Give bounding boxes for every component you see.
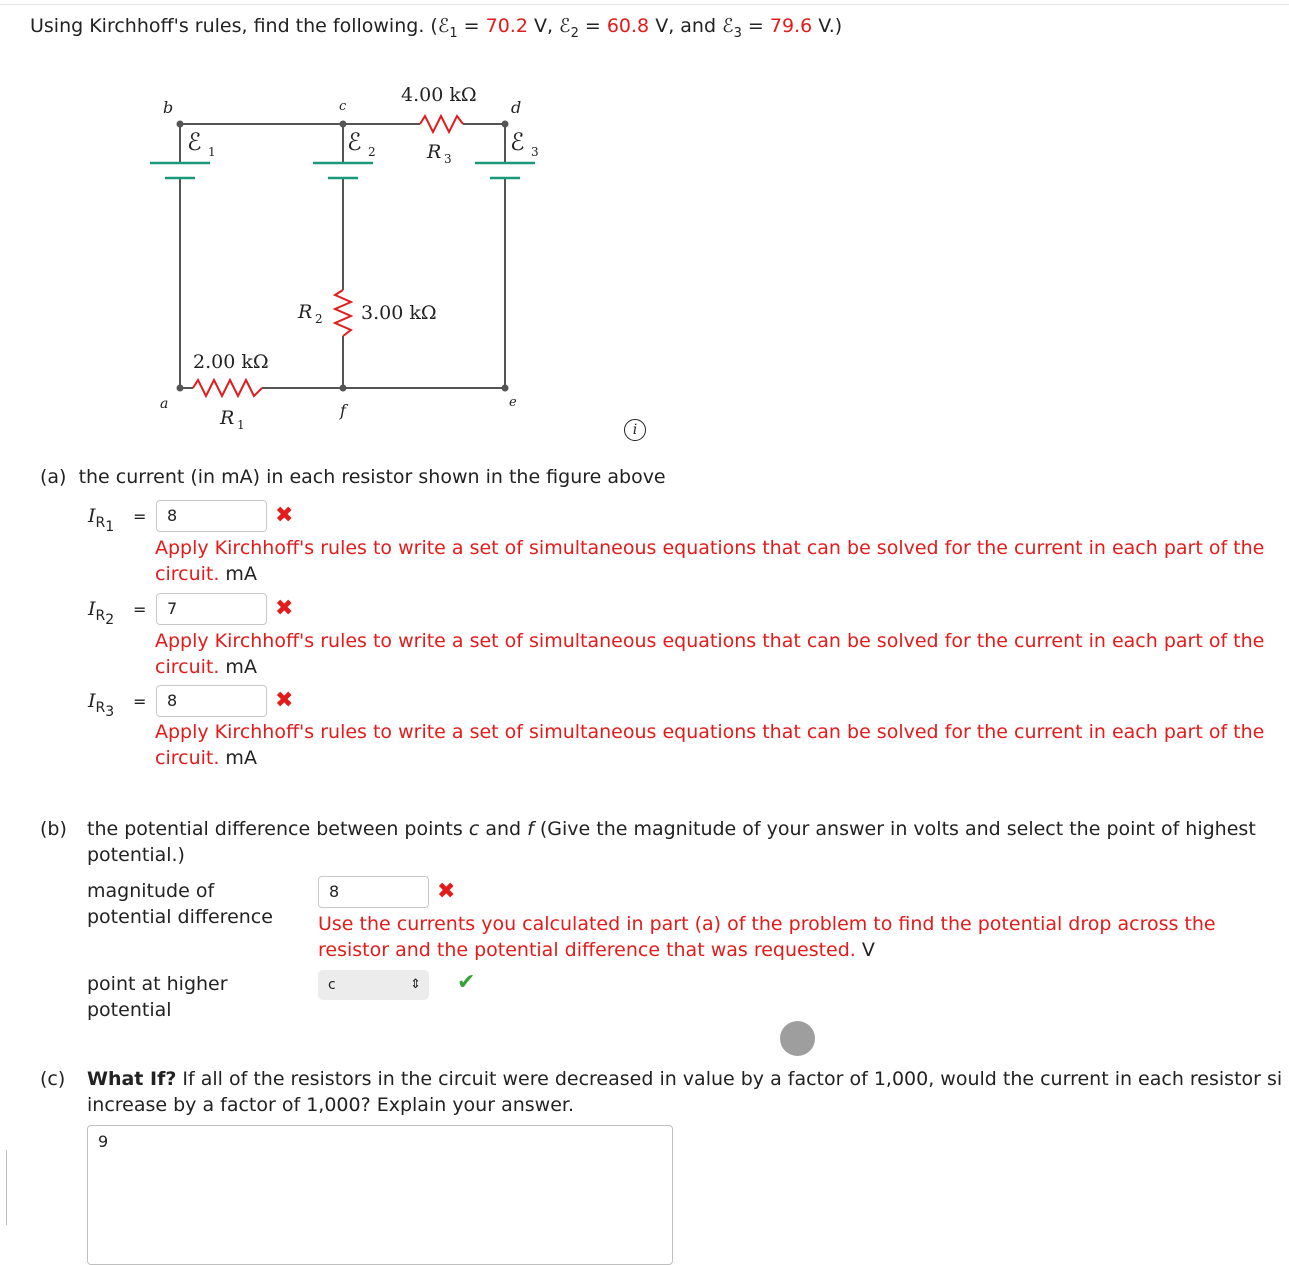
part-c-q1: If all of the resistors in the circuit were decreased in value by a factor of 1,000, would the current in each resistor si <box>176 1068 1283 1090</box>
ir2-input[interactable]: 7 <box>156 593 267 625</box>
ir3-i: I <box>88 690 96 712</box>
ir2-unit: mA <box>219 656 257 678</box>
battery-symbols <box>150 163 535 178</box>
ir3-feedback <box>155 719 1275 771</box>
intro-text: Using Kirchhoff's rules, find the following. ( <box>30 15 438 37</box>
ir2-feedback-text2: circuit. <box>155 656 220 678</box>
emf2-sub: 2 <box>570 25 579 41</box>
part-b-q3: potential.) <box>87 844 185 866</box>
ir1-i: I <box>88 505 96 527</box>
node-e-dot <box>502 385 509 392</box>
potential-feedback-2: resistor and the potential difference that was requested. <box>318 939 856 961</box>
emf3-label-sub: 3 <box>531 145 539 159</box>
wire-left <box>180 178 193 388</box>
check-icon: ✔ <box>457 970 476 995</box>
part-a-letter: (a) <box>40 466 67 488</box>
ir2-feedback-text: Apply Kirchhoff's rules to write a set of simultaneous equations that can be solved for the current in each part of the <box>155 630 1265 652</box>
node-c-label: c <box>339 99 347 114</box>
unit1: V, <box>527 15 560 37</box>
point-label-2: potential <box>87 999 172 1021</box>
ir1-feedback-text: Apply Kirchhoff's rules to write a set of simultaneous equations that can be solved for the current in each part of the <box>155 537 1265 559</box>
wire-bottom-right <box>262 178 505 388</box>
node-a-dot <box>177 385 184 392</box>
ir2-num: 2 <box>105 611 115 628</box>
loading-dot <box>780 1021 815 1056</box>
eq1: = <box>457 15 486 37</box>
ir1-equals: = <box>133 507 147 526</box>
part-b-letter: (b) <box>40 818 67 840</box>
ir3-input[interactable]: 8 <box>156 685 267 717</box>
ir2-feedback <box>155 628 1275 680</box>
emf3-sub: 3 <box>733 25 742 41</box>
potential-difference-input[interactable]: 8 <box>318 876 429 908</box>
ir2-r: R <box>95 607 106 624</box>
higher-potential-select[interactable] <box>318 970 429 1000</box>
part-b-and: and <box>485 818 522 840</box>
r1-label: R <box>220 407 235 429</box>
r3-label-sub: 3 <box>444 152 452 166</box>
ir1-feedback <box>155 535 1275 587</box>
ir1-label <box>88 505 114 535</box>
emf1-symbol: ℰ <box>437 15 450 37</box>
ir3-feedback-text2: circuit. <box>155 747 220 769</box>
part-b-point-c: c <box>468 818 480 840</box>
part-a-question: the current (in mA) in each resistor shown in the figure above <box>78 466 666 488</box>
x-mark-icon: ✖ <box>275 503 294 528</box>
ir3-num: 3 <box>105 703 115 720</box>
part-c-q2: increase by a factor of 1,000? Explain your answer. <box>87 1094 574 1116</box>
r2-zigzag <box>335 290 351 336</box>
left-divider <box>6 1150 7 1225</box>
ir1-feedback-text2: circuit. <box>155 563 220 585</box>
part-c-letter-wrap <box>40 1066 65 1092</box>
node-f-label: f <box>340 401 346 420</box>
x-mark-icon: ✖ <box>437 879 456 904</box>
node-a-label: a <box>160 396 169 412</box>
part-b-heading <box>40 816 67 842</box>
emf2-value: 60.8 <box>606 15 650 37</box>
r2-label-sub: 2 <box>315 312 323 326</box>
x-mark-icon: ✖ <box>275 596 294 621</box>
ir1-input[interactable]: 8 <box>156 500 267 532</box>
emf3-symbol: ℰ <box>722 15 734 37</box>
ir2-i: I <box>88 598 96 620</box>
r1-zigzag <box>193 380 262 396</box>
node-c-dot <box>340 121 347 128</box>
intro-end: V.) <box>812 15 843 37</box>
r1-label-sub: 1 <box>237 418 245 432</box>
explanation-textarea[interactable]: 9 <box>87 1125 673 1265</box>
emf1-value: 70.2 <box>485 15 528 37</box>
ir1-num: 1 <box>105 518 115 535</box>
wire-top-left <box>180 124 420 163</box>
part-c-letter: (c) <box>40 1068 66 1090</box>
emf3-label: ℰ <box>510 128 525 156</box>
part-b-question <box>87 816 1277 868</box>
emf1-label: ℰ <box>187 128 202 156</box>
mag-label-2: potential difference <box>87 906 273 928</box>
ir3-label <box>88 690 114 720</box>
eq3: = <box>741 15 770 37</box>
x-mark-icon: ✖ <box>275 688 294 713</box>
ir3-feedback-text: Apply Kirchhoff's rules to write a set of simultaneous equations that can be solved for the current in each part of the <box>155 721 1265 743</box>
info-icon[interactable]: i <box>624 419 646 441</box>
r2-label: R <box>298 301 313 323</box>
r3-label: R <box>427 141 442 163</box>
part-a-heading <box>40 466 666 488</box>
ir3-unit: mA <box>219 747 257 769</box>
ir1-unit: mA <box>219 563 257 585</box>
ir3-equals: = <box>133 692 147 711</box>
part-b-q2: (Give the magnitude of your answer in volts and select the point of highest <box>539 818 1256 840</box>
ir3-r: R <box>95 699 106 716</box>
and-text: V, and <box>649 15 723 37</box>
part-b-q1: the potential difference between points <box>87 818 463 840</box>
emf2-label: ℰ <box>347 128 362 156</box>
up-down-arrows-icon: ⇕ <box>410 977 421 992</box>
wire-top-right <box>463 124 505 163</box>
magnitude-label <box>87 878 273 930</box>
emf1-sub: 1 <box>449 25 458 41</box>
node-d-dot <box>502 121 509 128</box>
node-b-dot <box>177 121 184 128</box>
circuit-figure <box>0 0 700 450</box>
emf3-value: 79.6 <box>769 15 813 37</box>
part-c-question <box>87 1066 1289 1118</box>
emf2-label-sub: 2 <box>368 145 376 159</box>
mag-label-1: magnitude of <box>87 880 215 902</box>
node-d-label: d <box>511 98 522 117</box>
emf1-label-sub: 1 <box>208 145 216 159</box>
ir2-label <box>88 598 114 628</box>
ir1-r: R <box>95 514 106 531</box>
select-value: c <box>328 977 336 993</box>
node-f-dot <box>340 385 347 392</box>
r2-value: 3.00 kΩ <box>361 302 437 324</box>
point-label-1: point at higher <box>87 973 228 995</box>
node-b-label: b <box>163 98 174 117</box>
higher-potential-label <box>87 971 228 1023</box>
potential-feedback-1: Use the currents you calculated in part (a) of the problem to find the potential drop across the <box>318 913 1216 935</box>
r3-zigzag <box>420 116 463 132</box>
node-e-label: e <box>509 395 517 410</box>
ir2-equals: = <box>133 600 147 619</box>
part-b-point-f: f <box>527 818 534 840</box>
potential-feedback <box>318 911 1278 963</box>
eq2: = <box>578 15 607 37</box>
r1-value: 2.00 kΩ <box>193 351 269 373</box>
emf2-symbol: ℰ <box>559 15 571 37</box>
what-if-bold: What If? <box>87 1068 177 1090</box>
potential-unit: V <box>855 939 875 961</box>
r3-value: 4.00 kΩ <box>401 84 477 106</box>
